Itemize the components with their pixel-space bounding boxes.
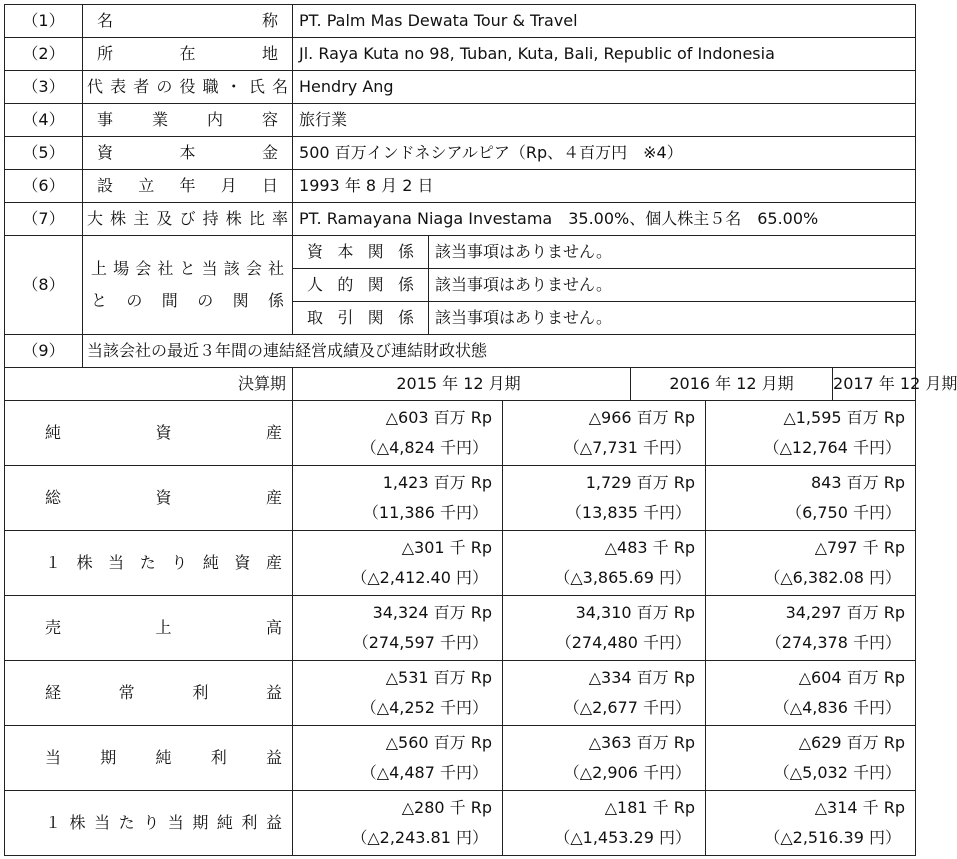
financial-value-cell (503, 596, 706, 661)
row-value: 1993 年 8 月 2 日 (293, 170, 916, 203)
financial-value-sub: （△2,412.40 円） (351, 568, 488, 587)
financial-row-label: １株当たり純資産 (5, 531, 293, 596)
financial-value-main: 34,310 百万 Rp (575, 603, 695, 622)
financial-value-sub: （6,750 千円） (786, 503, 901, 522)
financial-value-main: 843 百万 Rp (811, 473, 905, 492)
financial-row-label: １株当たり当期純利益 (5, 791, 293, 856)
financial-value-main: △531 百万 Rp (385, 668, 492, 687)
financial-value-main: △483 千 Rp (604, 538, 695, 557)
financial-value-cell (706, 531, 916, 596)
financial-value-cell (293, 466, 503, 531)
financial-value-sub: （13,835 千円） (565, 503, 691, 522)
financial-value-cell (706, 596, 916, 661)
financial-value-cell (503, 661, 706, 726)
info-row-established (5, 170, 916, 203)
info-row-address (5, 38, 916, 71)
info-row-shareholders (5, 203, 916, 236)
financial-row-net-assets-per-share (5, 531, 916, 596)
financial-row-label: 経常利益 (5, 661, 293, 726)
financials-header-row (5, 368, 916, 401)
period-2015: 2015 年 12 月期 (293, 368, 631, 401)
row-number: （9） (5, 335, 83, 368)
info-row-name (5, 5, 916, 38)
period-2016: 2016 年 12 月期 (631, 368, 833, 401)
period-label: 決算期 (5, 368, 293, 401)
financial-value-cell (503, 401, 706, 466)
financial-value-sub: （△5,032 千円） (773, 763, 901, 782)
financials-body (5, 401, 916, 856)
financial-row-total-assets (5, 466, 916, 531)
financial-row-net-income (5, 726, 916, 791)
financial-value-main: △334 百万 Rp (588, 668, 695, 687)
relationship-item-value: 該当事項はありません。 (429, 302, 916, 335)
row-value: Hendry Ang (293, 71, 916, 104)
financial-value-main: △797 千 Rp (814, 538, 905, 557)
row-number: （1） (5, 5, 83, 38)
financial-value-main: △604 百万 Rp (798, 668, 905, 687)
financial-value-sub: （△3,865.69 円） (554, 568, 691, 587)
row-value: PT. Ramayana Niaga Investama 35.00%、個人株主５名 65.00% (293, 203, 916, 236)
financial-value-cell (706, 726, 916, 791)
financial-value-sub: （274,597 千円） (352, 633, 488, 652)
period-2017 (833, 368, 957, 401)
row-value: PT. Palm Mas Dewata Tour & Travel (293, 5, 916, 38)
row-value: 500 百万インドネシアルピア（Rp、４百万円 ※4） (293, 137, 916, 170)
financial-value-main: 1,729 百万 Rp (585, 473, 695, 492)
row-number: （5） (5, 137, 83, 170)
financial-value-cell (293, 661, 503, 726)
row-label: 事業内容 (83, 104, 293, 137)
relationship-item-label: 取引関係 (293, 302, 429, 335)
row-label: 所在地 (83, 38, 293, 71)
financial-value-main: △181 千 Rp (604, 798, 695, 817)
financial-value-main: △1,595 百万 Rp (783, 408, 905, 427)
financial-value-cell (293, 791, 503, 856)
company-overview-table (4, 4, 957, 401)
relationship-row-capital (5, 236, 916, 269)
financial-value-sub: （△4,487 千円） (360, 763, 488, 782)
relationship-item-label: 資本関係 (293, 236, 429, 269)
financial-row-label: 当期純利益 (5, 726, 293, 791)
financial-value-sub: （274,378 千円） (765, 633, 901, 652)
row-label: 資本金 (83, 137, 293, 170)
financial-row-net-income-per-share (5, 791, 916, 856)
row-value: Jl. Raya Kuta no 98, Tuban, Kuta, Bali, Republic of Indonesia (293, 38, 916, 71)
financial-value-sub: （△2,906 千円） (563, 763, 691, 782)
relationship-item-value: 該当事項はありません。 (429, 269, 916, 302)
financial-value-main: 34,297 百万 Rp (785, 603, 905, 622)
financial-value-sub: （274,480 千円） (555, 633, 691, 652)
financial-value-main: △966 百万 Rp (588, 408, 695, 427)
financial-value-main: 1,423 百万 Rp (382, 473, 492, 492)
period-2017-text: 2017 年 12 月期 (833, 374, 957, 393)
financial-value-sub: （△1,453.29 円） (554, 828, 691, 847)
financial-row-label: 純資産 (5, 401, 293, 466)
financial-value-sub: （△2,677 千円） (563, 698, 691, 717)
relationship-label-line1: 上場会社と当該会社 (91, 259, 285, 278)
financial-row-net-sales (5, 596, 916, 661)
row-label: 大株主及び持株比率 (83, 203, 293, 236)
info-row-representative (5, 71, 916, 104)
financial-value-cell (293, 596, 503, 661)
financial-row-label: 総資産 (5, 466, 293, 531)
financial-value-sub: （△6,382.08 円） (764, 568, 901, 587)
financial-value-cell (706, 466, 916, 531)
row-value: 旅行業 (293, 104, 916, 137)
financial-value-sub: （△7,731 千円） (563, 438, 691, 457)
relationship-item-value: 該当事項はありません。 (429, 236, 916, 269)
financial-value-cell (503, 726, 706, 791)
financials-table (4, 400, 916, 856)
relationship-label-line2: との間の関係 (91, 291, 285, 310)
financial-value-main: 34,324 百万 Rp (372, 603, 492, 622)
relationship-item-label: 人的関係 (293, 269, 429, 302)
row-label: 設立年月日 (83, 170, 293, 203)
financial-value-cell (706, 791, 916, 856)
financial-row-label: 売上高 (5, 596, 293, 661)
financial-value-main: △560 百万 Rp (385, 733, 492, 752)
financial-value-main: △603 百万 Rp (385, 408, 492, 427)
financial-value-cell (706, 661, 916, 726)
financial-value-main: △280 千 Rp (401, 798, 492, 817)
financial-value-main: △363 百万 Rp (588, 733, 695, 752)
financial-value-sub: （△4,836 千円） (773, 698, 901, 717)
row-number: （2） (5, 38, 83, 71)
financial-value-main: △301 千 Rp (401, 538, 492, 557)
info-row-capital (5, 137, 916, 170)
financial-value-sub: （11,386 千円） (362, 503, 488, 522)
financial-value-main: △629 百万 Rp (798, 733, 905, 752)
row-number: （6） (5, 170, 83, 203)
row-number: （7） (5, 203, 83, 236)
financial-row-ordinary-income (5, 661, 916, 726)
row-number: （8） (5, 236, 83, 335)
financial-value-main: △314 千 Rp (814, 798, 905, 817)
row-number: （3） (5, 71, 83, 104)
financial-value-sub: （△2,516.39 円） (764, 828, 901, 847)
row-label: 代表者の役職・氏名 (83, 71, 293, 104)
financial-value-cell (503, 531, 706, 596)
financials-title: 当該会社の最近３年間の連結経営成績及び連結財政状態 (83, 335, 916, 368)
financial-value-cell (293, 531, 503, 596)
company-overview (4, 4, 957, 856)
row-label: 名称 (83, 5, 293, 38)
financial-value-cell (293, 401, 503, 466)
financial-value-cell (706, 401, 916, 466)
row-number: （4） (5, 104, 83, 137)
financial-value-sub: （△4,252 千円） (360, 698, 488, 717)
financial-value-sub: （△4,824 千円） (360, 438, 488, 457)
financial-row-net-assets (5, 401, 916, 466)
financial-value-cell (503, 791, 706, 856)
info-row-business (5, 104, 916, 137)
financial-value-sub: （△2,243.81 円） (351, 828, 488, 847)
financials-title-row (5, 335, 916, 368)
financial-value-cell (503, 466, 706, 531)
financial-value-sub: （△12,764 千円） (763, 438, 901, 457)
financial-value-cell (293, 726, 503, 791)
relationship-label (83, 236, 293, 335)
